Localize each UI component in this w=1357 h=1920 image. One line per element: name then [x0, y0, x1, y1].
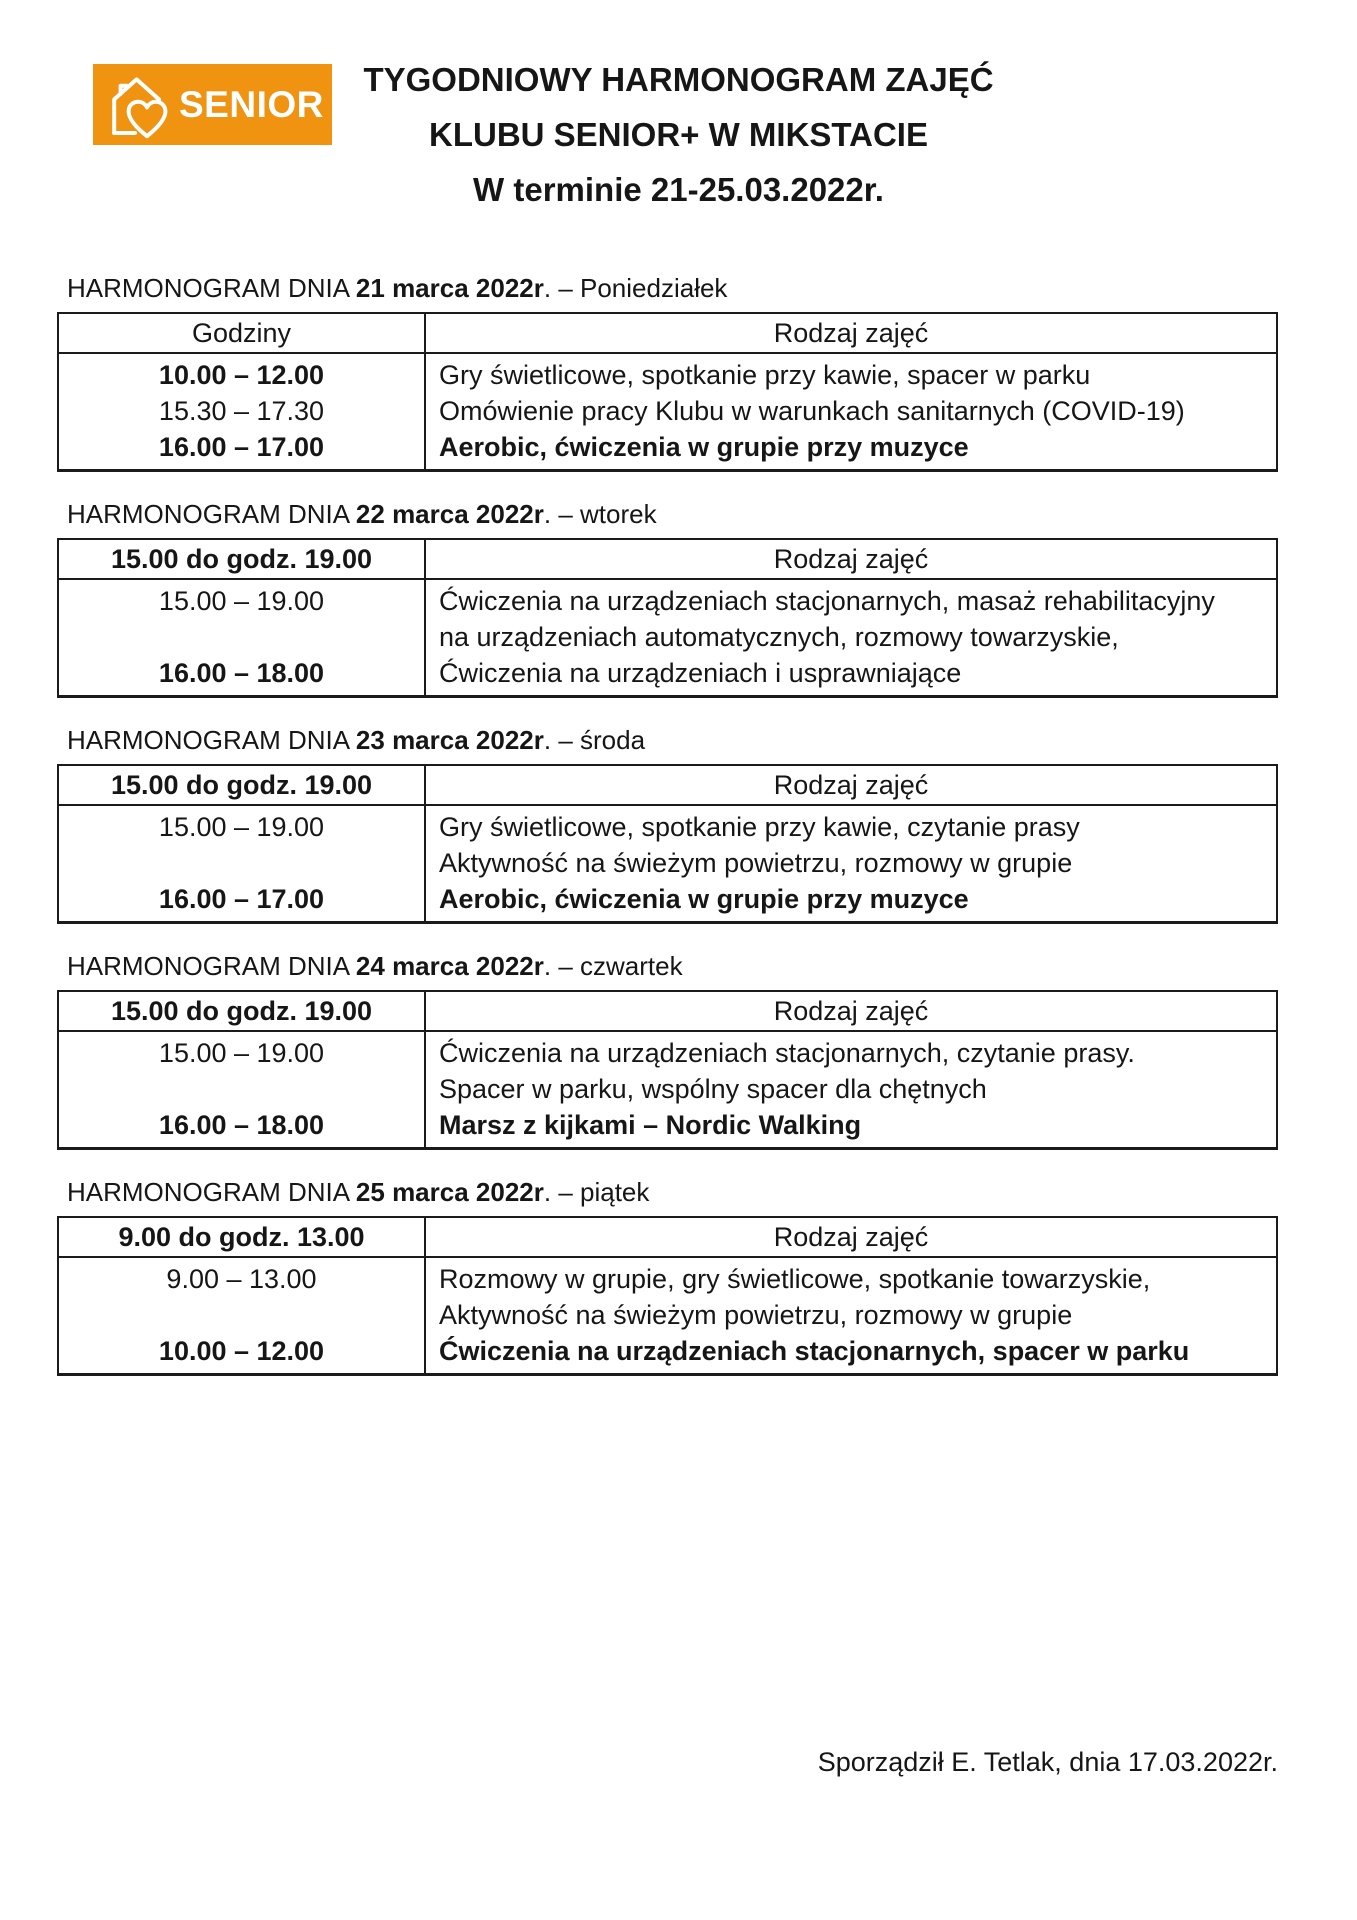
day-heading-date: 23 marca 2022r: [355, 725, 544, 755]
day-section: [57, 1176, 1278, 1376]
day-heading-suffix: . – środa: [543, 725, 646, 755]
time-column-header: Godziny: [58, 313, 425, 353]
day-heading: [57, 498, 1278, 530]
day-heading-prefix: HARMONOGRAM DNIA: [67, 273, 356, 303]
time-range: 16.00 – 17.00: [158, 432, 325, 462]
time-column-header: 9.00 do godz. 13.00: [58, 1217, 425, 1257]
activity-text: Rozmowy w grupie, gry świetlicowe, spotkanie towarzyskie,: [439, 1264, 1151, 1294]
activity-text: Gry świetlicowe, spotkanie przy kawie, spacer w parku: [439, 360, 1091, 390]
schedule-table: [57, 538, 1278, 698]
time-column-header: 15.00 do godz. 19.00: [58, 991, 425, 1031]
activity-text: Ćwiczenia na urządzeniach stacjonarnych, masaż rehabilitacyjny: [439, 586, 1215, 616]
activity-text: Ćwiczenia na urządzeniach stacjonarnych, spacer w parku: [439, 1336, 1190, 1366]
time-range: 15.30 – 17.30: [158, 396, 325, 426]
time-range: 10.00 – 12.00: [158, 360, 325, 390]
day-section: [57, 724, 1278, 924]
day-heading: [57, 1176, 1278, 1208]
times-cell: [58, 1257, 425, 1375]
activity-text: Aktywność na świeżym powietrzu, rozmowy w grupie: [439, 848, 1073, 878]
schedule-table: [57, 1216, 1278, 1376]
time-column-header: 15.00 do godz. 19.00: [58, 765, 425, 805]
title-line-2: KLUBU SENIOR+ W MIKSTACIE: [429, 116, 928, 153]
day-heading-date: 21 marca 2022r: [355, 273, 544, 303]
day-heading: [57, 950, 1278, 982]
footer-signature: Sporządził E. Tetlak, dnia 17.03.2022r.: [817, 1747, 1278, 1777]
activities-cell: [425, 1031, 1277, 1149]
activities-cell: [425, 353, 1277, 471]
activity-text: Aerobic, ćwiczenia w grupie przy muzyce: [439, 432, 969, 462]
schedule-table: [57, 312, 1278, 472]
time-range: [59, 1297, 424, 1333]
table-body-row: [58, 805, 1277, 923]
activity-text: Ćwiczenia na urządzeniach i usprawniające: [439, 658, 962, 688]
day-heading-prefix: HARMONOGRAM DNIA: [67, 499, 356, 529]
table-header-row: [58, 991, 1277, 1031]
activity-text: Ćwiczenia na urządzeniach stacjonarnych, czytanie prasy.: [439, 1038, 1135, 1068]
logo-text: SENIOR: [179, 84, 324, 125]
time-range: 16.00 – 17.00: [158, 884, 325, 914]
schedule-sections: [57, 272, 1278, 1376]
time-range: 16.00 – 18.00: [158, 1110, 325, 1140]
table-header-row: [58, 313, 1277, 353]
day-heading-date: 24 marca 2022r: [355, 951, 544, 981]
day-heading-date: 25 marca 2022r: [355, 1177, 544, 1207]
time-range: 10.00 – 12.00: [158, 1336, 325, 1366]
table-header-row: [58, 765, 1277, 805]
time-column-header: 15.00 do godz. 19.00: [58, 539, 425, 579]
day-heading-suffix: . – Poniedziałek: [543, 273, 728, 303]
day-section: [57, 272, 1278, 472]
day-section: [57, 950, 1278, 1150]
activity-text: Aktywność na świeżym powietrzu, rozmowy w grupie: [439, 1300, 1073, 1330]
house-with-heart-icon: [103, 69, 175, 141]
day-heading-suffix: . – wtorek: [543, 499, 657, 529]
time-range: 16.00 – 18.00: [158, 658, 325, 688]
activity-text: Spacer w parku, wspólny spacer dla chętnych: [439, 1074, 987, 1104]
time-range: 15.00 – 19.00: [158, 586, 325, 616]
time-range: [59, 619, 424, 655]
day-heading-prefix: HARMONOGRAM DNIA: [67, 951, 356, 981]
schedule-table: [57, 990, 1278, 1150]
document-header: [0, 0, 1357, 272]
day-heading-prefix: HARMONOGRAM DNIA: [67, 725, 356, 755]
times-cell: [58, 1031, 425, 1149]
day-section: [57, 498, 1278, 698]
activity-column-header: Rodzaj zajęć: [425, 539, 1277, 579]
day-heading-date: 22 marca 2022r: [355, 499, 544, 529]
title-line-1: TYGODNIOWY HARMONOGRAM ZAJĘĆ: [363, 61, 994, 98]
logo-plus-sign: +: [330, 85, 351, 124]
activities-cell: [425, 805, 1277, 923]
schedule-table: [57, 764, 1278, 924]
table-header-row: [58, 539, 1277, 579]
activities-cell: [425, 579, 1277, 697]
activity-column-header: Rodzaj zajęć: [425, 313, 1277, 353]
time-range: 15.00 – 19.00: [158, 812, 325, 842]
time-range: [59, 1071, 424, 1107]
times-cell: [58, 579, 425, 697]
day-heading-prefix: HARMONOGRAM DNIA: [67, 1177, 356, 1207]
time-range: 9.00 – 13.00: [166, 1264, 317, 1294]
activity-column-header: Rodzaj zajęć: [425, 765, 1277, 805]
time-range: [59, 845, 424, 881]
senior-plus-logo: [93, 64, 351, 145]
table-header-row: [58, 1217, 1277, 1257]
activity-text: Gry świetlicowe, spotkanie przy kawie, czytanie prasy: [439, 812, 1080, 842]
activity-text: na urządzeniach automatycznych, rozmowy towarzyskie,: [439, 622, 1119, 652]
activity-text: Marsz z kijkami – Nordic Walking: [439, 1110, 862, 1140]
activity-text: Aerobic, ćwiczenia w grupie przy muzyce: [439, 884, 969, 914]
table-body-row: [58, 1031, 1277, 1149]
table-body-row: [58, 579, 1277, 697]
table-body-row: [58, 353, 1277, 471]
times-cell: [58, 805, 425, 923]
table-body-row: [58, 1257, 1277, 1375]
time-range: 15.00 – 19.00: [158, 1038, 325, 1068]
day-heading-suffix: . – czwartek: [543, 951, 683, 981]
day-heading: [57, 724, 1278, 756]
activities-cell: [425, 1257, 1277, 1375]
title-line-3: W terminie 21-25.03.2022r.: [473, 171, 884, 208]
activity-text: Omówienie pracy Klubu w warunkach sanitarnych (COVID-19): [439, 396, 1185, 426]
day-heading-suffix: . – piątek: [543, 1177, 650, 1207]
activity-column-header: Rodzaj zajęć: [425, 991, 1277, 1031]
activity-column-header: Rodzaj zajęć: [425, 1217, 1277, 1257]
times-cell: [58, 353, 425, 471]
day-heading: [57, 272, 1278, 304]
